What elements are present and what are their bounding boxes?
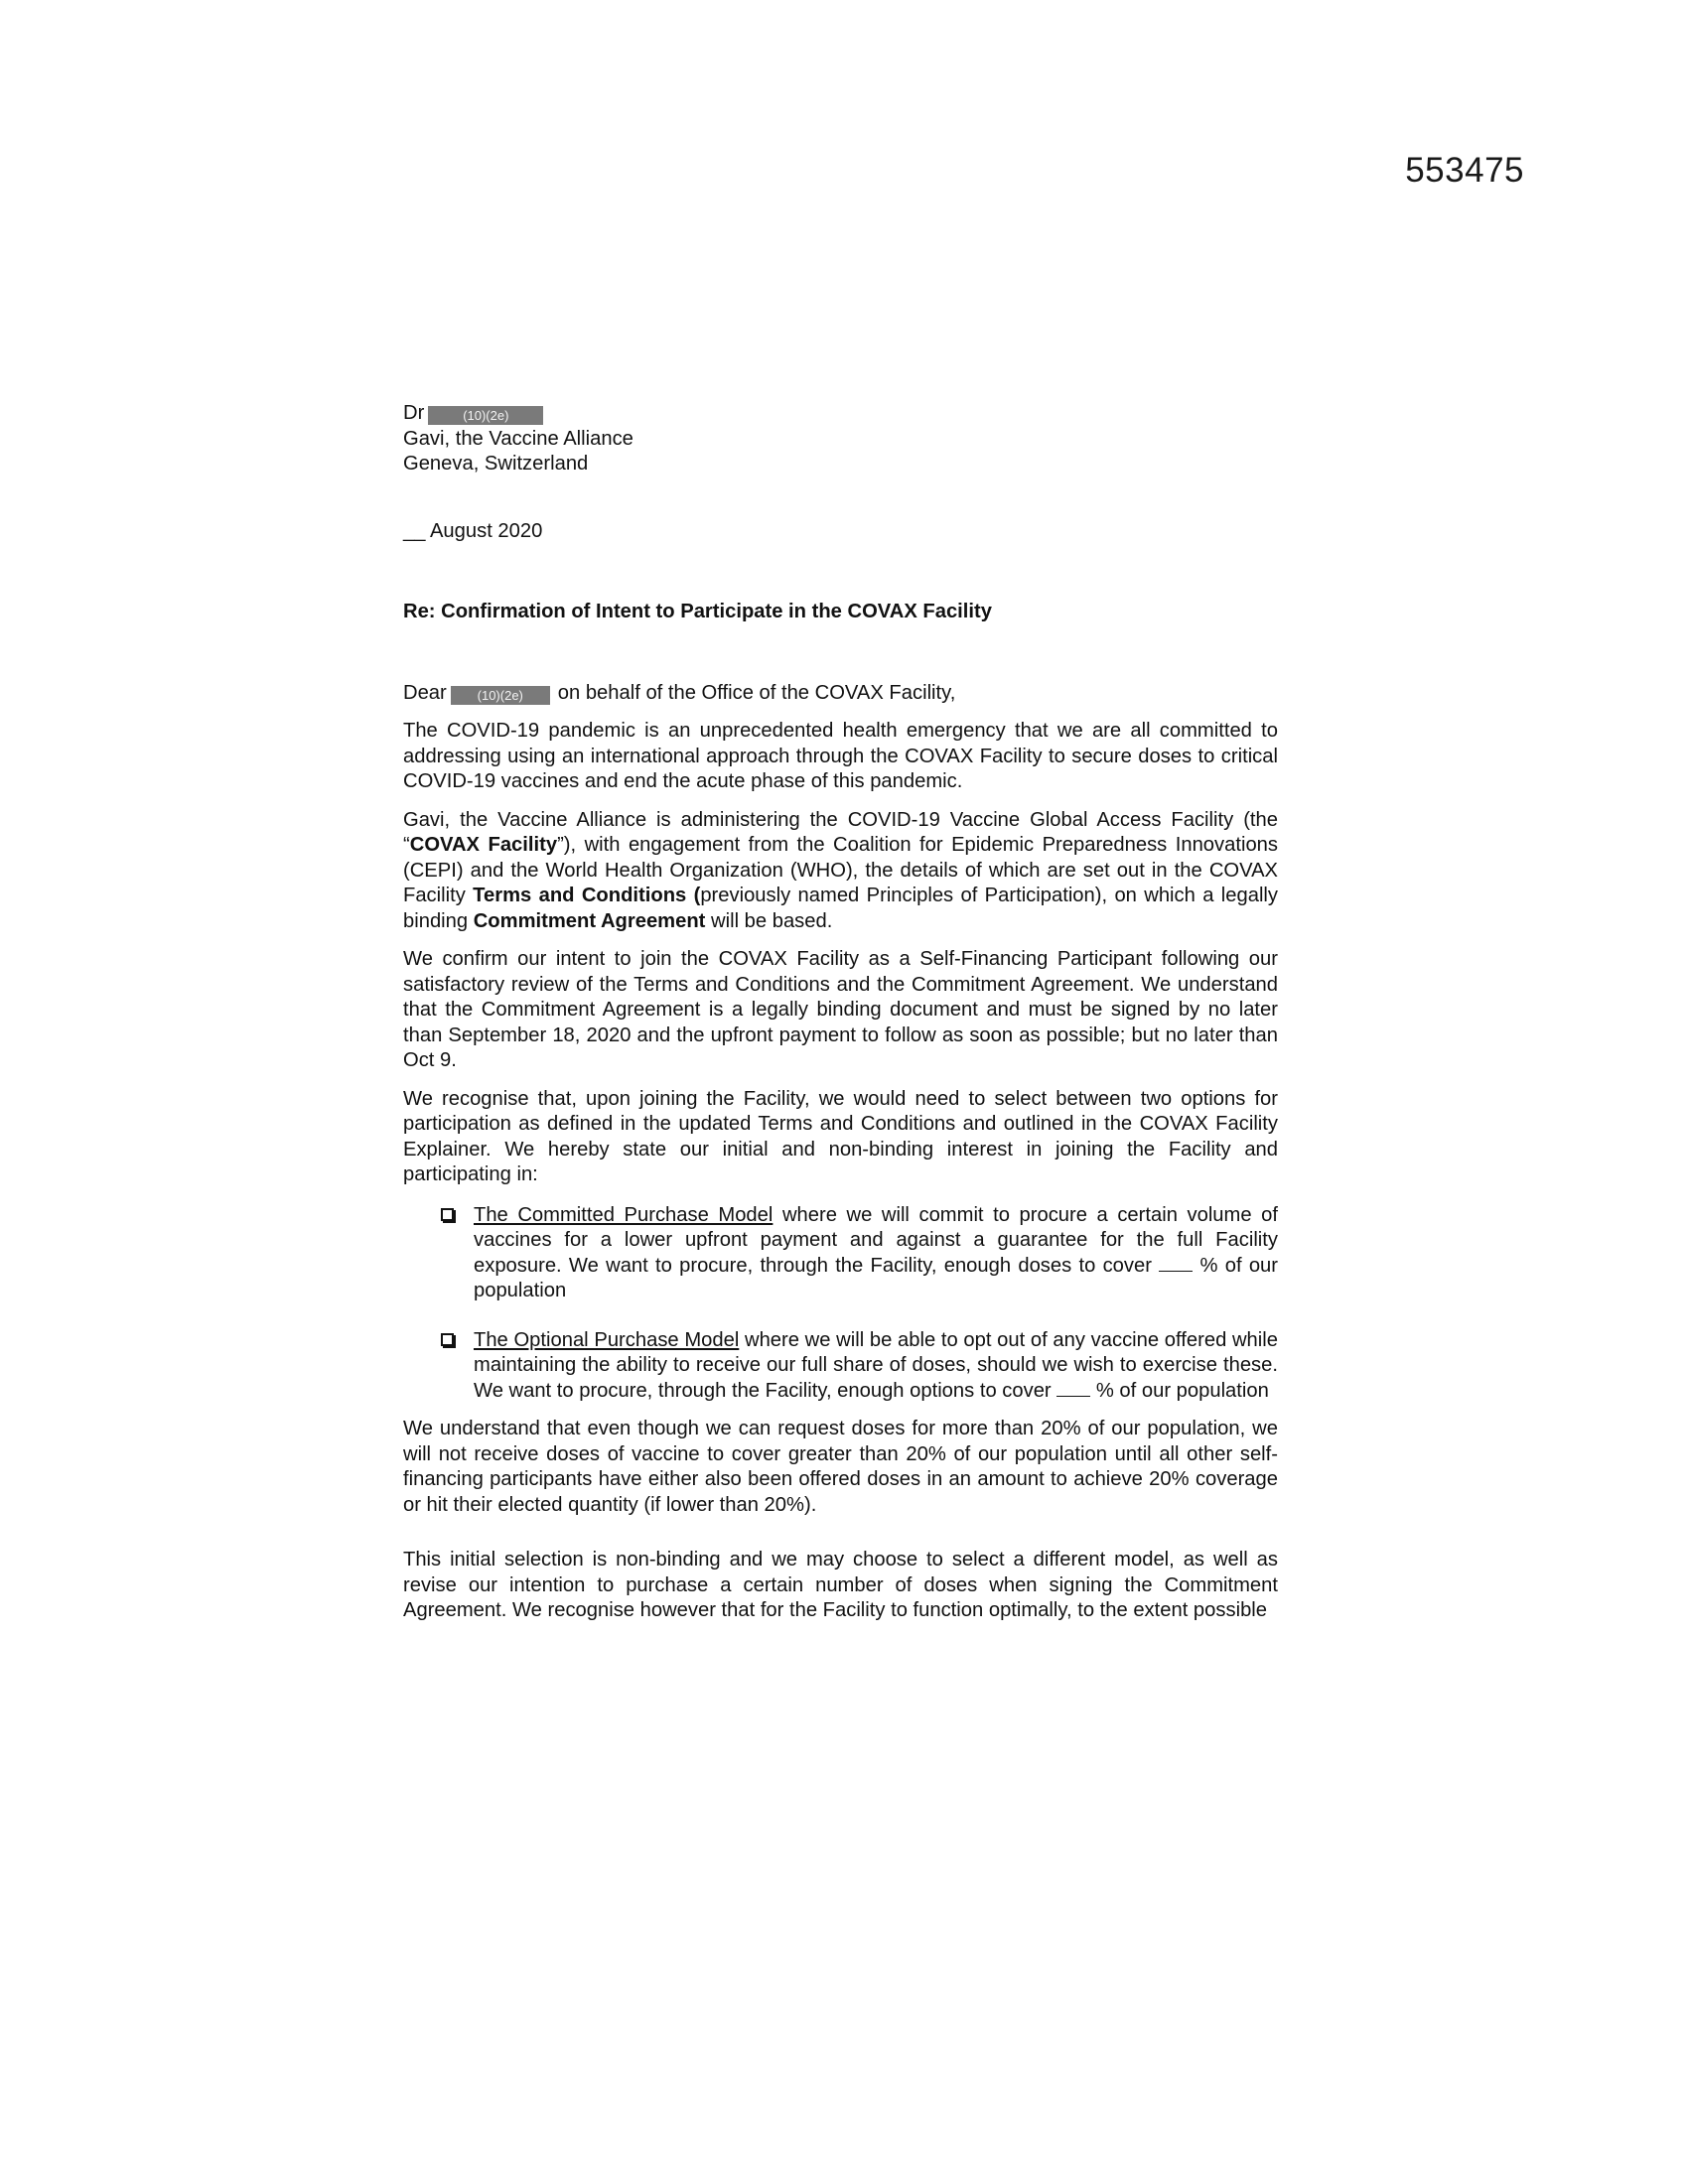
redaction-box: (10)(2e) (428, 406, 543, 425)
covax-facility-term: COVAX Facility (409, 834, 558, 856)
commitment-agreement-term: Commitment Agreement (473, 909, 706, 932)
option-title: The Committed Purchase Model (474, 1203, 774, 1226)
letter-body (403, 401, 1278, 1624)
redaction-box: (10)(2e) (451, 686, 550, 705)
option-title: The Optional Purchase Model (474, 1328, 740, 1351)
salutation-suffix: on behalf of the Office of the COVAX Facility, (557, 681, 956, 704)
checkbox-optional-purchase[interactable] (441, 1333, 454, 1346)
recipient-address (403, 401, 1278, 478)
letter-salutation (403, 681, 1278, 707)
letter-date: __ August 2020 (403, 519, 543, 542)
salutation-prefix: Dear (403, 681, 447, 704)
option-text: where we will be able to opt out of any vaccine offered while maintaining the ability to receive our full share of doses, should we wish to exercise these. We want to procure, through the Facility, enough options to cover (474, 1328, 1278, 1402)
option-suffix: % of our population (474, 1254, 1279, 1301)
paragraph-pandemic: The COVID-19 pandemic is an unprecedented health emergency that we are all committed to addressing using an international approach through the COVAX Facility to secure doses to critical COVID-19 vaccines and end the acute phase of this pandemic. (403, 720, 1278, 792)
option-optional-purchase (403, 1328, 1278, 1405)
letter-subject: Re: Confirmation of Intent to Participate in the COVAX Facility (403, 601, 992, 622)
recipient-organization: Gavi, the Vaccine Alliance (403, 427, 633, 450)
recipient-location: Geneva, Switzerland (403, 453, 589, 475)
paragraph-non-binding: This initial selection is non-binding and we may choose to select a different model, as well as revise our intention to purchase a certain number of doses when signing the Commitment Agreement. We recognise however that for the Facility to function optimally, to the extent possible (403, 1549, 1278, 1621)
checkbox-committed-purchase[interactable] (441, 1208, 454, 1221)
terms-and-conditions-term: Terms and Conditions ( (473, 885, 701, 906)
document-number: 553475 (1405, 151, 1524, 190)
option-committed-purchase (403, 1203, 1278, 1304)
paragraph-gavi-text: ”), with engagement from the Coalition for Epidemic Preparedness Innovations (CEPI) and the World Health Organization (WHO), the details of which are set out in the COVAX Facility (403, 834, 1278, 906)
paragraph-twenty-percent: We understand that even though we can request doses for more than 20% of our population, we will not receive doses of vaccine to cover greater than 20% of our population until all other self-financing participants have either also been offered doses in an amount to achieve 20% coverage or hit their elected quantity (if lower than 20%). (403, 1418, 1278, 1516)
percentage-blank[interactable] (1056, 1382, 1090, 1397)
paragraph-gavi-text: will be based. (705, 909, 833, 932)
purchase-model-options (403, 1203, 1278, 1405)
paragraph-gavi-text: Gavi, the Vaccine Alliance is administering the COVID-19 Vaccine Global Access Facility (the “ (403, 808, 1278, 856)
paragraph-recognise-options: We recognise that, upon joining the Facility, we would need to select between two options for participation as defined in the updated Terms and Conditions and outlined in the COVAX Facility Explainer. We hereby state our initial and non-binding interest in joining the Facility and participating in: (403, 1087, 1278, 1185)
option-suffix: % of our population (1090, 1379, 1269, 1402)
percentage-blank[interactable] (1159, 1257, 1193, 1272)
recipient-title: Dr (403, 402, 425, 424)
paragraph-gavi-text: previously named Principles of Participation), on which a legally binding (403, 885, 1279, 932)
recipient-name-line (403, 401, 1278, 427)
option-text: where we will commit to procure a certain volume of vaccines for a lower upfront payment and against a guarantee for the full Facility exposure. We want to procure, through the Facility, enough doses to cover (474, 1203, 1278, 1277)
paragraph-confirm-intent: We confirm our intent to join the COVAX Facility as a Self-Financing Participant following our satisfactory review of the Terms and Conditions and the Commitment Agreement. We understand that the Commitment Agreement is a legally binding document and must be signed by no later than September 18, 2020 and the upfront payment to follow as soon as possible; but no later than Oct 9. (403, 948, 1278, 1071)
paragraph-gavi (403, 808, 1278, 935)
